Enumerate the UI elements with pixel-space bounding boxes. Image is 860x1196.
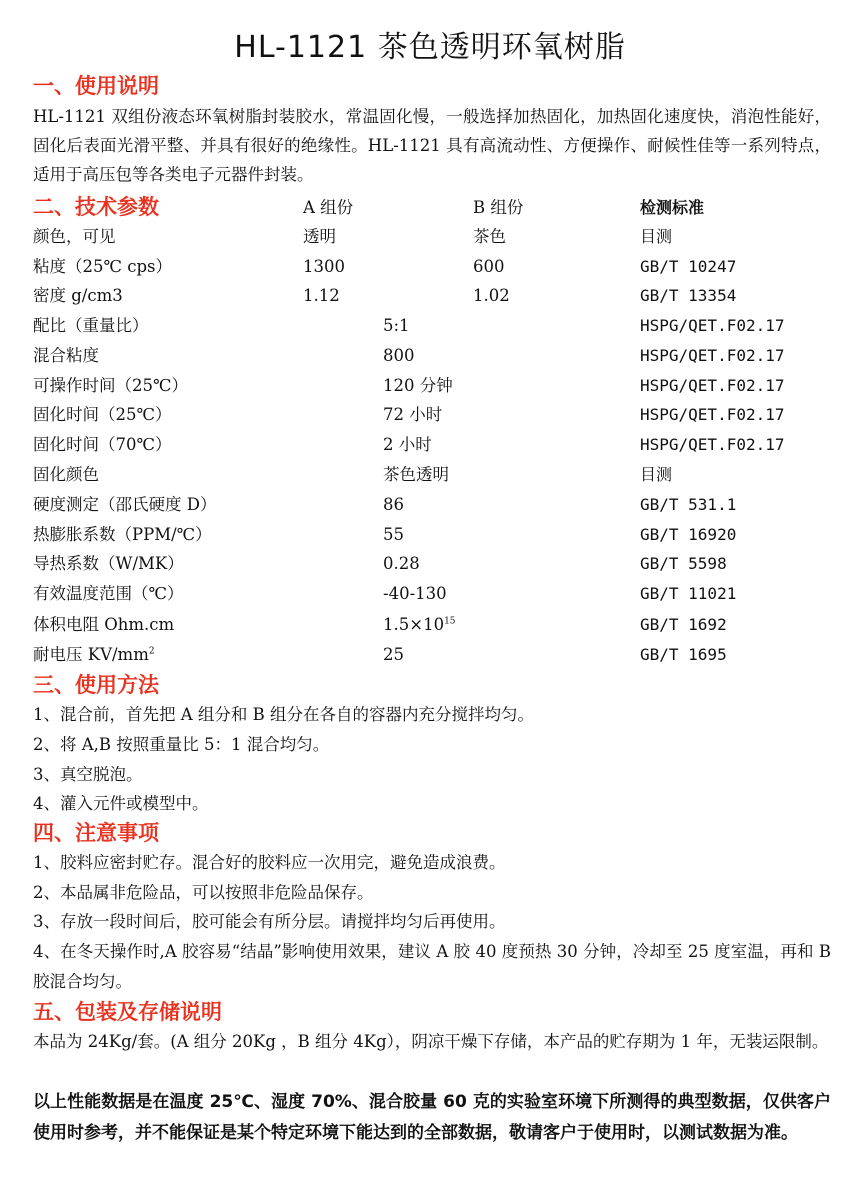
param-standard: HSPG/QET.F02.17 — [640, 376, 785, 395]
tech-params-header-row — [33, 193, 833, 222]
param-row — [33, 520, 833, 549]
param-standard: GB/T 13354 — [640, 286, 737, 305]
param-name: 有效温度范围（℃） — [33, 584, 184, 603]
col-header-a: A 组份 — [303, 198, 354, 217]
param-value: 茶色透明 — [383, 465, 449, 484]
param-row — [33, 579, 833, 608]
param-value: 0.28 — [383, 554, 420, 573]
param-name: 颜色，可见 — [33, 227, 116, 246]
packaging-description: 本品为 24Kg/套。(A 组分 20Kg ，B 组分 4Kg），阴凉干燥下存储，本产品的贮存期为 1 年，无装运限制。 — [33, 1032, 829, 1051]
param-value: 120 分钟 — [383, 376, 453, 395]
param-value: 800 — [383, 346, 415, 365]
param-name: 密度 g/cm3 — [33, 286, 123, 305]
col-header-b: B 组份 — [473, 198, 524, 217]
resistivity-exponent: 15 — [444, 616, 456, 627]
param-name: 硬度测定（邵氏硬度 D） — [33, 495, 217, 514]
section-heading-packaging: 五、包装及存储说明 — [33, 1000, 222, 1024]
param-name: 固化时间（25℃） — [33, 405, 172, 424]
param-row — [33, 341, 833, 370]
param-value: 72 小时 — [383, 405, 443, 424]
param-name: 固化时间（70℃） — [33, 435, 172, 454]
param-standard: GB/T 1692 — [640, 615, 727, 634]
param-name: 体积电阻 Ohm.cm — [33, 615, 175, 634]
param-value: 25 — [383, 645, 404, 664]
param-standard: HSPG/QET.F02.17 — [640, 435, 785, 454]
param-standard: 目测 — [640, 227, 673, 246]
param-row — [33, 430, 833, 459]
param-standard: GB/T 16920 — [640, 525, 737, 544]
param-row — [33, 460, 833, 489]
param-name: 固化颜色 — [33, 465, 99, 484]
param-standard: GB/T 11021 — [640, 584, 737, 603]
param-standard: GB/T 1695 — [640, 645, 727, 664]
resistivity-base: 1.5×10 — [383, 615, 445, 634]
note-item: 3、存放一段时间后，胶可能会有所分层。请搅拌均匀后再使用。 — [33, 912, 506, 931]
param-value-a: 透明 — [303, 227, 336, 246]
param-name: 混合粘度 — [33, 346, 99, 365]
param-value: 86 — [383, 495, 404, 514]
param-standard: HSPG/QET.F02.17 — [640, 346, 785, 365]
param-name: 粘度（25℃ cps） — [33, 257, 172, 276]
param-standard: GB/T 531.1 — [640, 495, 737, 514]
param-value-a: 1.12 — [303, 286, 340, 305]
param-row — [33, 371, 833, 400]
param-value — [383, 610, 456, 639]
param-row-voltage — [33, 640, 833, 669]
method-step: 4、灌入元件或模型中。 — [33, 794, 209, 813]
param-standard: HSPG/QET.F02.17 — [640, 316, 785, 335]
section-heading-notes: 四、注意事项 — [33, 821, 159, 845]
method-step: 3、真空脱泡。 — [33, 765, 143, 784]
param-row — [33, 222, 833, 251]
param-row — [33, 400, 833, 429]
voltage-unit-exponent: 2 — [148, 646, 155, 657]
param-row — [33, 311, 833, 340]
param-name — [33, 640, 155, 669]
param-standard: GB/T 10247 — [640, 257, 737, 276]
param-value: -40-130 — [383, 584, 447, 603]
document-title: HL-1121 茶色透明环氧树脂 — [234, 30, 626, 65]
param-row — [33, 281, 833, 310]
param-value: 2 小时 — [383, 435, 432, 454]
param-value-b: 600 — [473, 257, 505, 276]
usage-description: HL-1121 双组份液态环氧树脂封装胶水，常温固化慢，一般选择加热固化，加热固化速度快，消泡性能好，固化后表面光滑平整、并具有很好的绝缘性。HL-1121 具有高流动性、方便操作、耐候性佳等一系列特点，适用于高压包等各类电子元器件封装。 — [33, 107, 831, 184]
param-row-resistivity — [33, 610, 833, 639]
param-row — [33, 252, 833, 281]
param-name: 可操作时间（25℃） — [33, 376, 188, 395]
param-row — [33, 490, 833, 519]
param-row — [33, 549, 833, 578]
param-name: 热膨胀系数（PPM/℃） — [33, 525, 212, 544]
param-value: 55 — [383, 525, 404, 544]
param-name: 导热系数（W/MK） — [33, 554, 184, 573]
section-heading-method: 三、使用方法 — [33, 673, 159, 697]
param-value-a: 1300 — [303, 257, 345, 276]
param-value: 5:1 — [383, 316, 410, 335]
param-standard: 目测 — [640, 465, 673, 484]
section-heading-usage: 一、使用说明 — [33, 74, 159, 98]
method-step: 2、将 A,B 按照重量比 5：1 混合均匀。 — [33, 735, 330, 754]
param-value-b: 茶色 — [473, 227, 506, 246]
note-item: 4、在冬天操作时,A 胶容易“结晶”影响使用效果，建议 A 胶 40 度预热 30 分钟，冷却至 25 度室温，再和 B 胶混合均匀。 — [33, 942, 831, 991]
param-value-b: 1.02 — [473, 286, 510, 305]
note-item: 1、胶料应密封贮存。混合好的胶料应一次用完，避免造成浪费。 — [33, 853, 506, 872]
col-header-standard: 检测标准 — [640, 198, 705, 217]
voltage-unit-label: 耐电压 KV/mm — [33, 645, 149, 664]
param-standard: GB/T 5598 — [640, 554, 727, 573]
section-heading-tech-params: 二、技术参数 — [33, 195, 159, 219]
disclaimer-note: 以上性能数据是在温度 25℃、湿度 70%、混合胶量 60 克的实验室环境下所测得的典型数据，仅供客户使用时参考，并不能保证是某个特定环境下能达到的全部数据，敬请客户于使用时，以测试数据为准。 — [33, 1092, 831, 1143]
param-name: 配比（重量比） — [33, 316, 149, 335]
method-step: 1、混合前，首先把 A 组分和 B 组分在各自的容器内充分搅拌均匀。 — [33, 705, 535, 724]
note-item: 2、本品属非危险品，可以按照非危险品保存。 — [33, 883, 374, 902]
param-standard: HSPG/QET.F02.17 — [640, 405, 785, 424]
